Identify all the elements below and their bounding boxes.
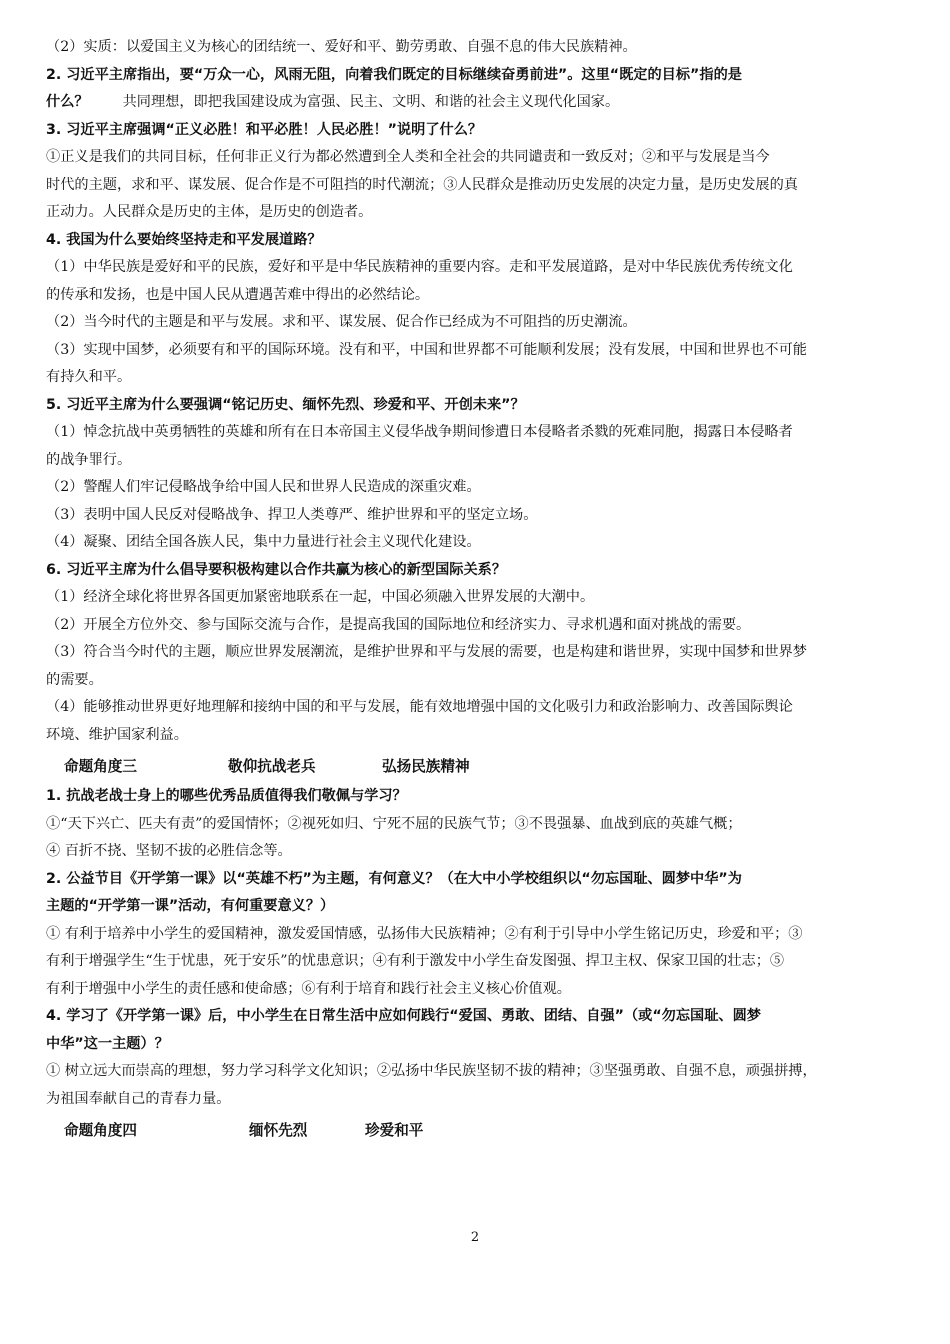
page-number: 2 bbox=[470, 1230, 480, 1245]
answer-line: ① 树立远大而崇高的理想，努力学习科学文化知识；②弘扬中华民族坚韧不拔的精神；③坚强勇敢、自强不息，顽强拼搏， bbox=[46, 1063, 817, 1079]
answer-line: （2）开展全方位外交、参与国际交流与合作，是提高我国的国际地位和经济实力、寻求机遇和面对挑战的需要。 bbox=[46, 616, 751, 633]
answer-line: （4）凝聚、团结全国各族人民，集中力量进行社会主义现代化建设。 bbox=[46, 534, 481, 550]
answer-line: 为祖国奉献自己的青春力量。 bbox=[46, 1090, 231, 1107]
question-4: 4. 我国为什么要始终坚持走和平发展道路？ bbox=[46, 231, 322, 248]
answer-line: 时代的主题，求和平、谋发展、促合作是不可阻挡的时代潮流；③人民群众是推动历史发展的决定力量，是历史发展的真 bbox=[46, 176, 798, 193]
question-2-tail: 什么？ bbox=[46, 94, 89, 110]
question-b4-cont: 中华”这一主题）？ bbox=[46, 1035, 169, 1052]
question-b2: 2. 公益节目《开学第一课》以“英雄不朽”为主题，有何意义？（在大中小学校组织以“勿忘国耻、圆梦中华”为 bbox=[46, 870, 742, 887]
answer-2: 共同理想，即把我国建设成为富强、民主、文明、和谐的社会主义现代化国家。 bbox=[122, 94, 620, 110]
answer-line: ①“天下兴亡、匹夫有责”的爱国情怀；②视死如归、宁死不屈的民族气节；③不畏强暴、血战到底的英雄气概； bbox=[46, 815, 742, 832]
question-2-cont bbox=[46, 89, 908, 117]
angle-label: 命题角度三 bbox=[64, 758, 137, 775]
content bbox=[46, 34, 908, 1147]
answer-line: 的传承和发扬，也是中国人民从遭遇苦难中得出的必然结论。 bbox=[46, 286, 430, 303]
answer-line: （3）表明中国人民反对侵略战争、捍卫人类尊严、维护世界和平的坚定立场。 bbox=[46, 506, 538, 523]
question-6: 6. 习近平主席为什么倡导要积极构建以合作共赢为核心的新型国际关系？ bbox=[46, 561, 507, 578]
question-2: 2. 习近平主席指出，要“万众一心，风雨无阻，向着我们既定的目标继续奋勇前进”。这里“既定的目标”指的是 bbox=[46, 66, 742, 83]
answer-line: （2）警醒人们牢记侵略战争给中国人民和世界人民造成的深重灾难。 bbox=[46, 479, 481, 495]
paragraph: （2）实质：以爱国主义为核心的团结统一、爱好和平、勤劳勇敢、自强不息的伟大民族精神。 bbox=[46, 39, 637, 55]
answer-line: 的需要。 bbox=[46, 671, 103, 688]
section-heading-angle-3 bbox=[64, 753, 908, 781]
answer-line: 有利于增强学生“生于忧患，死于安乐”的忧患意识；④有利于激发中小学生奋发图强、捍卫主权、保家卫国的壮志；⑤ bbox=[46, 953, 785, 969]
answer-line: （1）悼念抗战中英勇牺牲的英雄和所有在日本帝国主义侵华战争期间惨遭日本侵略者杀戮的死难同胞，揭露日本侵略者 bbox=[46, 424, 793, 440]
answer-line: （4）能够推动世界更好地理解和接纳中国的和平与发展，能有效地增强中国的文化吸引力和政治影响力、改善国际舆论 bbox=[46, 699, 793, 715]
angle-label: 命题角度四 bbox=[64, 1122, 137, 1139]
angle-topic: 缅怀先烈 bbox=[249, 1122, 308, 1139]
answer-line: （2）当今时代的主题是和平与发展。求和平、谋发展、促合作已经成为不可阻挡的历史潮流。 bbox=[46, 314, 637, 330]
answer-line: ① 有利于培养中小学生的爱国精神，激发爱国情感，弘扬伟大民族精神；②有利于引导中小学生铭记历史，珍爱和平；③ bbox=[46, 925, 803, 942]
answer-line: 环境、维护国家利益。 bbox=[46, 726, 188, 743]
answer-line: 有利于增强中小学生的责任感和使命感；⑥有利于培育和践行社会主义核心价值观。 bbox=[46, 980, 571, 997]
section-heading-angle-4 bbox=[64, 1117, 908, 1145]
answer-line: ①正义是我们的共同目标，任何非正义行为都必然遭到全人类和全社会的共同谴责和一致反对；②和平与发展是当今 bbox=[46, 149, 770, 165]
question-3: 3. 习近平主席强调“正义必胜！和平必胜！人民必胜！”说明了什么？ bbox=[46, 121, 483, 138]
answer-line: （3）符合当今时代的主题，顺应世界发展潮流，是维护世界和平与发展的需要，也是构建和谐世界，实现中国梦和世界梦 bbox=[46, 644, 807, 660]
angle-topic: 敬仰抗战老兵 bbox=[228, 758, 316, 775]
answer-line: （3）实现中国梦，必须要有和平的国际环境。没有和平，中国和世界都不可能顺利发展；没有发展，中国和世界也不可能 bbox=[46, 341, 807, 358]
question-b4: 4. 学习了《开学第一课》后，中小学生在日常生活中应如何践行“爱国、勇敢、团结、自强”（或“勿忘国耻、圆梦 bbox=[46, 1008, 761, 1024]
answer-line: 的战争罪行。 bbox=[46, 451, 132, 468]
answer-line: （1）经济全球化将世界各国更加紧密地联系在一起，中国必须融入世界发展的大潮中。 bbox=[46, 589, 595, 605]
question-5: 5. 习近平主席为什么要强调“铭记历史、缅怀先烈、珍爱和平、开创未来”？ bbox=[46, 396, 525, 413]
answer-line: 正动力。人民群众是历史的主体，是历史的创造者。 bbox=[46, 204, 373, 220]
answer-line: （1）中华民族是爱好和平的民族，爱好和平是中华民族精神的重要内容。走和平发展道路，是对中华民族优秀传统文化 bbox=[46, 259, 793, 275]
angle-topic: 弘扬民族精神 bbox=[382, 758, 470, 775]
answer-line: ④ 百折不挠、坚韧不拔的必胜信念等。 bbox=[46, 843, 292, 859]
question-b2-cont: 主题的“开学第一课”活动，有何重要意义？） bbox=[46, 898, 335, 914]
answer-line: 有持久和平。 bbox=[46, 369, 132, 385]
question-b1: 1. 抗战老战士身上的哪些优秀品质值得我们敬佩与学习？ bbox=[46, 788, 407, 804]
angle-topic: 珍爱和平 bbox=[365, 1122, 424, 1139]
